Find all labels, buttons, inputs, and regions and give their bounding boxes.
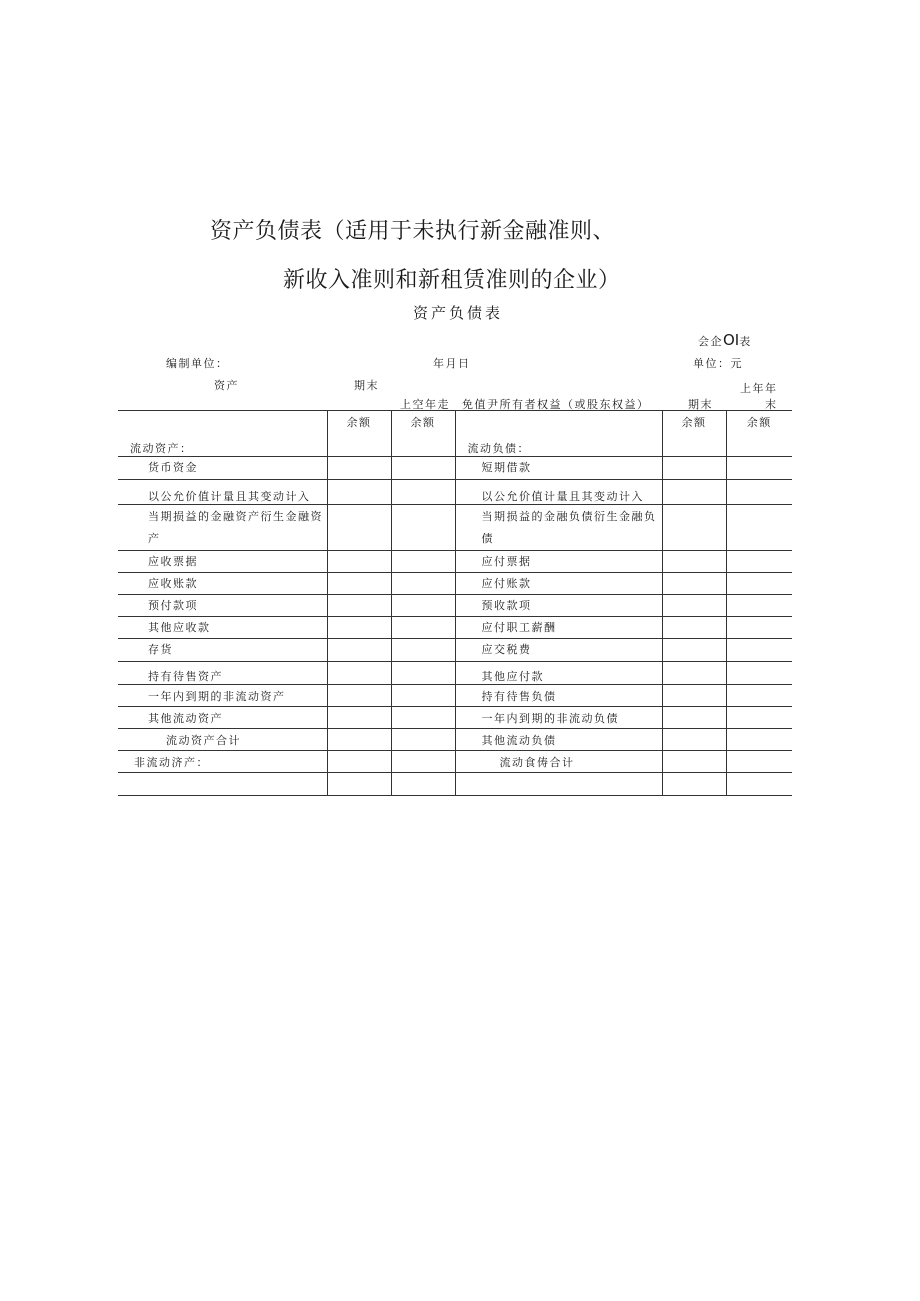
value-cell[interactable]	[726, 662, 792, 685]
liability-item-line: 债	[481, 532, 494, 545]
liability-item: 应付职工薪酬	[455, 617, 662, 639]
liability-item: 其他应付款	[455, 662, 662, 685]
table-row	[118, 505, 792, 551]
value-cell[interactable]	[662, 773, 726, 796]
table-row	[118, 617, 792, 639]
balance-label: 余额	[726, 411, 792, 457]
value-cell[interactable]	[726, 457, 792, 480]
value-cell[interactable]	[391, 729, 455, 751]
col-prior-year-left: 上空年走	[400, 398, 450, 411]
title-line-1: 资产负债表（适用于未执行新金融准则、	[210, 219, 616, 244]
value-cell[interactable]	[391, 685, 455, 707]
liability-item: 持有待售负债	[455, 685, 662, 707]
table-row	[118, 573, 792, 595]
value-cell[interactable]	[726, 751, 792, 773]
value-cell[interactable]	[726, 480, 792, 505]
liability-item: 以公允价值计量且其变动计入	[455, 480, 662, 505]
liability-item-line: 当期损益的金融负债衍生金融负	[481, 510, 657, 523]
asset-item: 其他应收款	[118, 617, 327, 639]
value-cell[interactable]	[327, 595, 391, 617]
value-cell[interactable]	[391, 505, 455, 551]
value-cell[interactable]	[327, 505, 391, 551]
value-cell[interactable]	[327, 662, 391, 685]
asset-item-line: 当期损益的金融资产衍生金融资	[148, 510, 323, 523]
value-cell[interactable]	[726, 573, 792, 595]
asset-item: 货币资金	[118, 457, 327, 480]
value-cell[interactable]	[726, 505, 792, 551]
value-cell[interactable]	[662, 551, 726, 573]
asset-item: 应收账款	[118, 573, 327, 595]
table-subtitle: 资产负债表	[413, 304, 504, 322]
asset-item: 存货	[118, 639, 327, 662]
liability-item: 短期借款	[455, 457, 662, 480]
table-row	[118, 685, 792, 707]
form-code	[698, 331, 752, 349]
liability-subtotal: 流动食俦合计	[455, 751, 662, 773]
value-cell[interactable]	[726, 707, 792, 729]
asset-item: 一年内到期的非流动资产	[118, 685, 327, 707]
value-cell[interactable]	[391, 639, 455, 662]
asset-item-multiline	[118, 505, 327, 551]
asset-item	[118, 773, 327, 796]
asset-item: 持有待售资产	[118, 662, 327, 685]
section-non-current-assets: 非流动济产：	[118, 751, 327, 773]
value-cell[interactable]	[391, 751, 455, 773]
balance-label: 余额	[391, 411, 455, 457]
value-cell[interactable]	[327, 707, 391, 729]
liability-item: 应付票据	[455, 551, 662, 573]
value-cell[interactable]	[662, 662, 726, 685]
table-row	[118, 639, 792, 662]
title-line-2: 新收入准则和新租赁准则的企业）	[283, 268, 621, 293]
value-cell[interactable]	[391, 480, 455, 505]
value-cell[interactable]	[391, 595, 455, 617]
col-prior-year-top: 上年年	[740, 382, 778, 395]
value-cell[interactable]	[662, 595, 726, 617]
value-cell[interactable]	[662, 639, 726, 662]
value-cell[interactable]	[662, 480, 726, 505]
asset-item-line: 产	[148, 532, 161, 545]
value-cell[interactable]	[391, 707, 455, 729]
value-cell[interactable]	[726, 639, 792, 662]
value-cell[interactable]	[662, 707, 726, 729]
value-cell[interactable]	[327, 617, 391, 639]
table-row	[118, 751, 792, 773]
value-cell[interactable]	[327, 639, 391, 662]
value-cell[interactable]	[391, 773, 455, 796]
form-code-number: OI	[723, 331, 740, 349]
value-cell[interactable]	[327, 685, 391, 707]
table-row	[118, 707, 792, 729]
table-row	[118, 662, 792, 685]
value-cell[interactable]	[327, 457, 391, 480]
value-cell[interactable]	[662, 573, 726, 595]
section-current-assets: 流动资产：	[118, 411, 327, 457]
table-row-empty	[118, 773, 792, 796]
value-cell[interactable]	[662, 505, 726, 551]
value-cell[interactable]	[662, 729, 726, 751]
asset-item: 预付款项	[118, 595, 327, 617]
col-period-end-right: 期末	[688, 398, 713, 411]
col-prior-year-bottom: 末	[765, 398, 778, 411]
section-current-liabilities: 流动负债：	[455, 411, 662, 457]
value-cell[interactable]	[662, 685, 726, 707]
value-cell[interactable]	[327, 573, 391, 595]
preparer-unit-label: 编制单位：	[166, 357, 229, 370]
form-code-prefix: 会企	[698, 335, 723, 348]
value-cell[interactable]	[391, 551, 455, 573]
liability-item	[455, 773, 662, 796]
col-liabilities-equity: _免值尹所有者权益（或股东权益）	[455, 398, 650, 411]
value-cell[interactable]	[726, 617, 792, 639]
liability-item-multiline	[455, 505, 662, 551]
table-row	[118, 551, 792, 573]
value-cell[interactable]	[391, 662, 455, 685]
table-row	[118, 595, 792, 617]
balance-label: 余额	[327, 411, 391, 457]
date-label: 年月日	[433, 357, 471, 370]
table-row	[118, 480, 792, 505]
value-cell[interactable]	[391, 457, 455, 480]
value-cell[interactable]	[327, 729, 391, 751]
value-cell[interactable]	[726, 551, 792, 573]
asset-item: 其他流动资产	[118, 707, 327, 729]
value-cell[interactable]	[726, 729, 792, 751]
value-cell[interactable]	[662, 617, 726, 639]
col-assets: 资产	[214, 379, 239, 392]
liability-item: 应付账款	[455, 573, 662, 595]
currency-unit-label: 单位：元	[693, 357, 743, 370]
value-cell[interactable]	[327, 751, 391, 773]
value-cell[interactable]	[391, 573, 455, 595]
balance-sheet-table	[118, 411, 792, 796]
value-cell[interactable]	[726, 595, 792, 617]
value-cell[interactable]	[662, 457, 726, 480]
form-code-suffix: 表	[739, 335, 752, 348]
value-cell[interactable]	[327, 773, 391, 796]
value-cell[interactable]	[327, 551, 391, 573]
asset-item: 以公允价值计量且其变动计入	[118, 480, 327, 505]
liability-item: 一年内到期的非流动负债	[455, 707, 662, 729]
liability-item: 其他流动负债	[455, 729, 662, 751]
liability-item: 应交税费	[455, 639, 662, 662]
liability-item: 预收款项	[455, 595, 662, 617]
table-row	[118, 729, 792, 751]
asset-item: 应收票据	[118, 551, 327, 573]
table-row	[118, 457, 792, 480]
table-row-section-header	[118, 411, 792, 457]
value-cell[interactable]	[327, 480, 391, 505]
value-cell[interactable]	[662, 751, 726, 773]
value-cell[interactable]	[726, 685, 792, 707]
col-period-end-left: 期末	[354, 379, 379, 392]
asset-subtotal: 流动资产合计	[118, 729, 327, 751]
value-cell[interactable]	[391, 617, 455, 639]
balance-label: 余额	[662, 411, 726, 457]
value-cell[interactable]	[726, 773, 792, 796]
